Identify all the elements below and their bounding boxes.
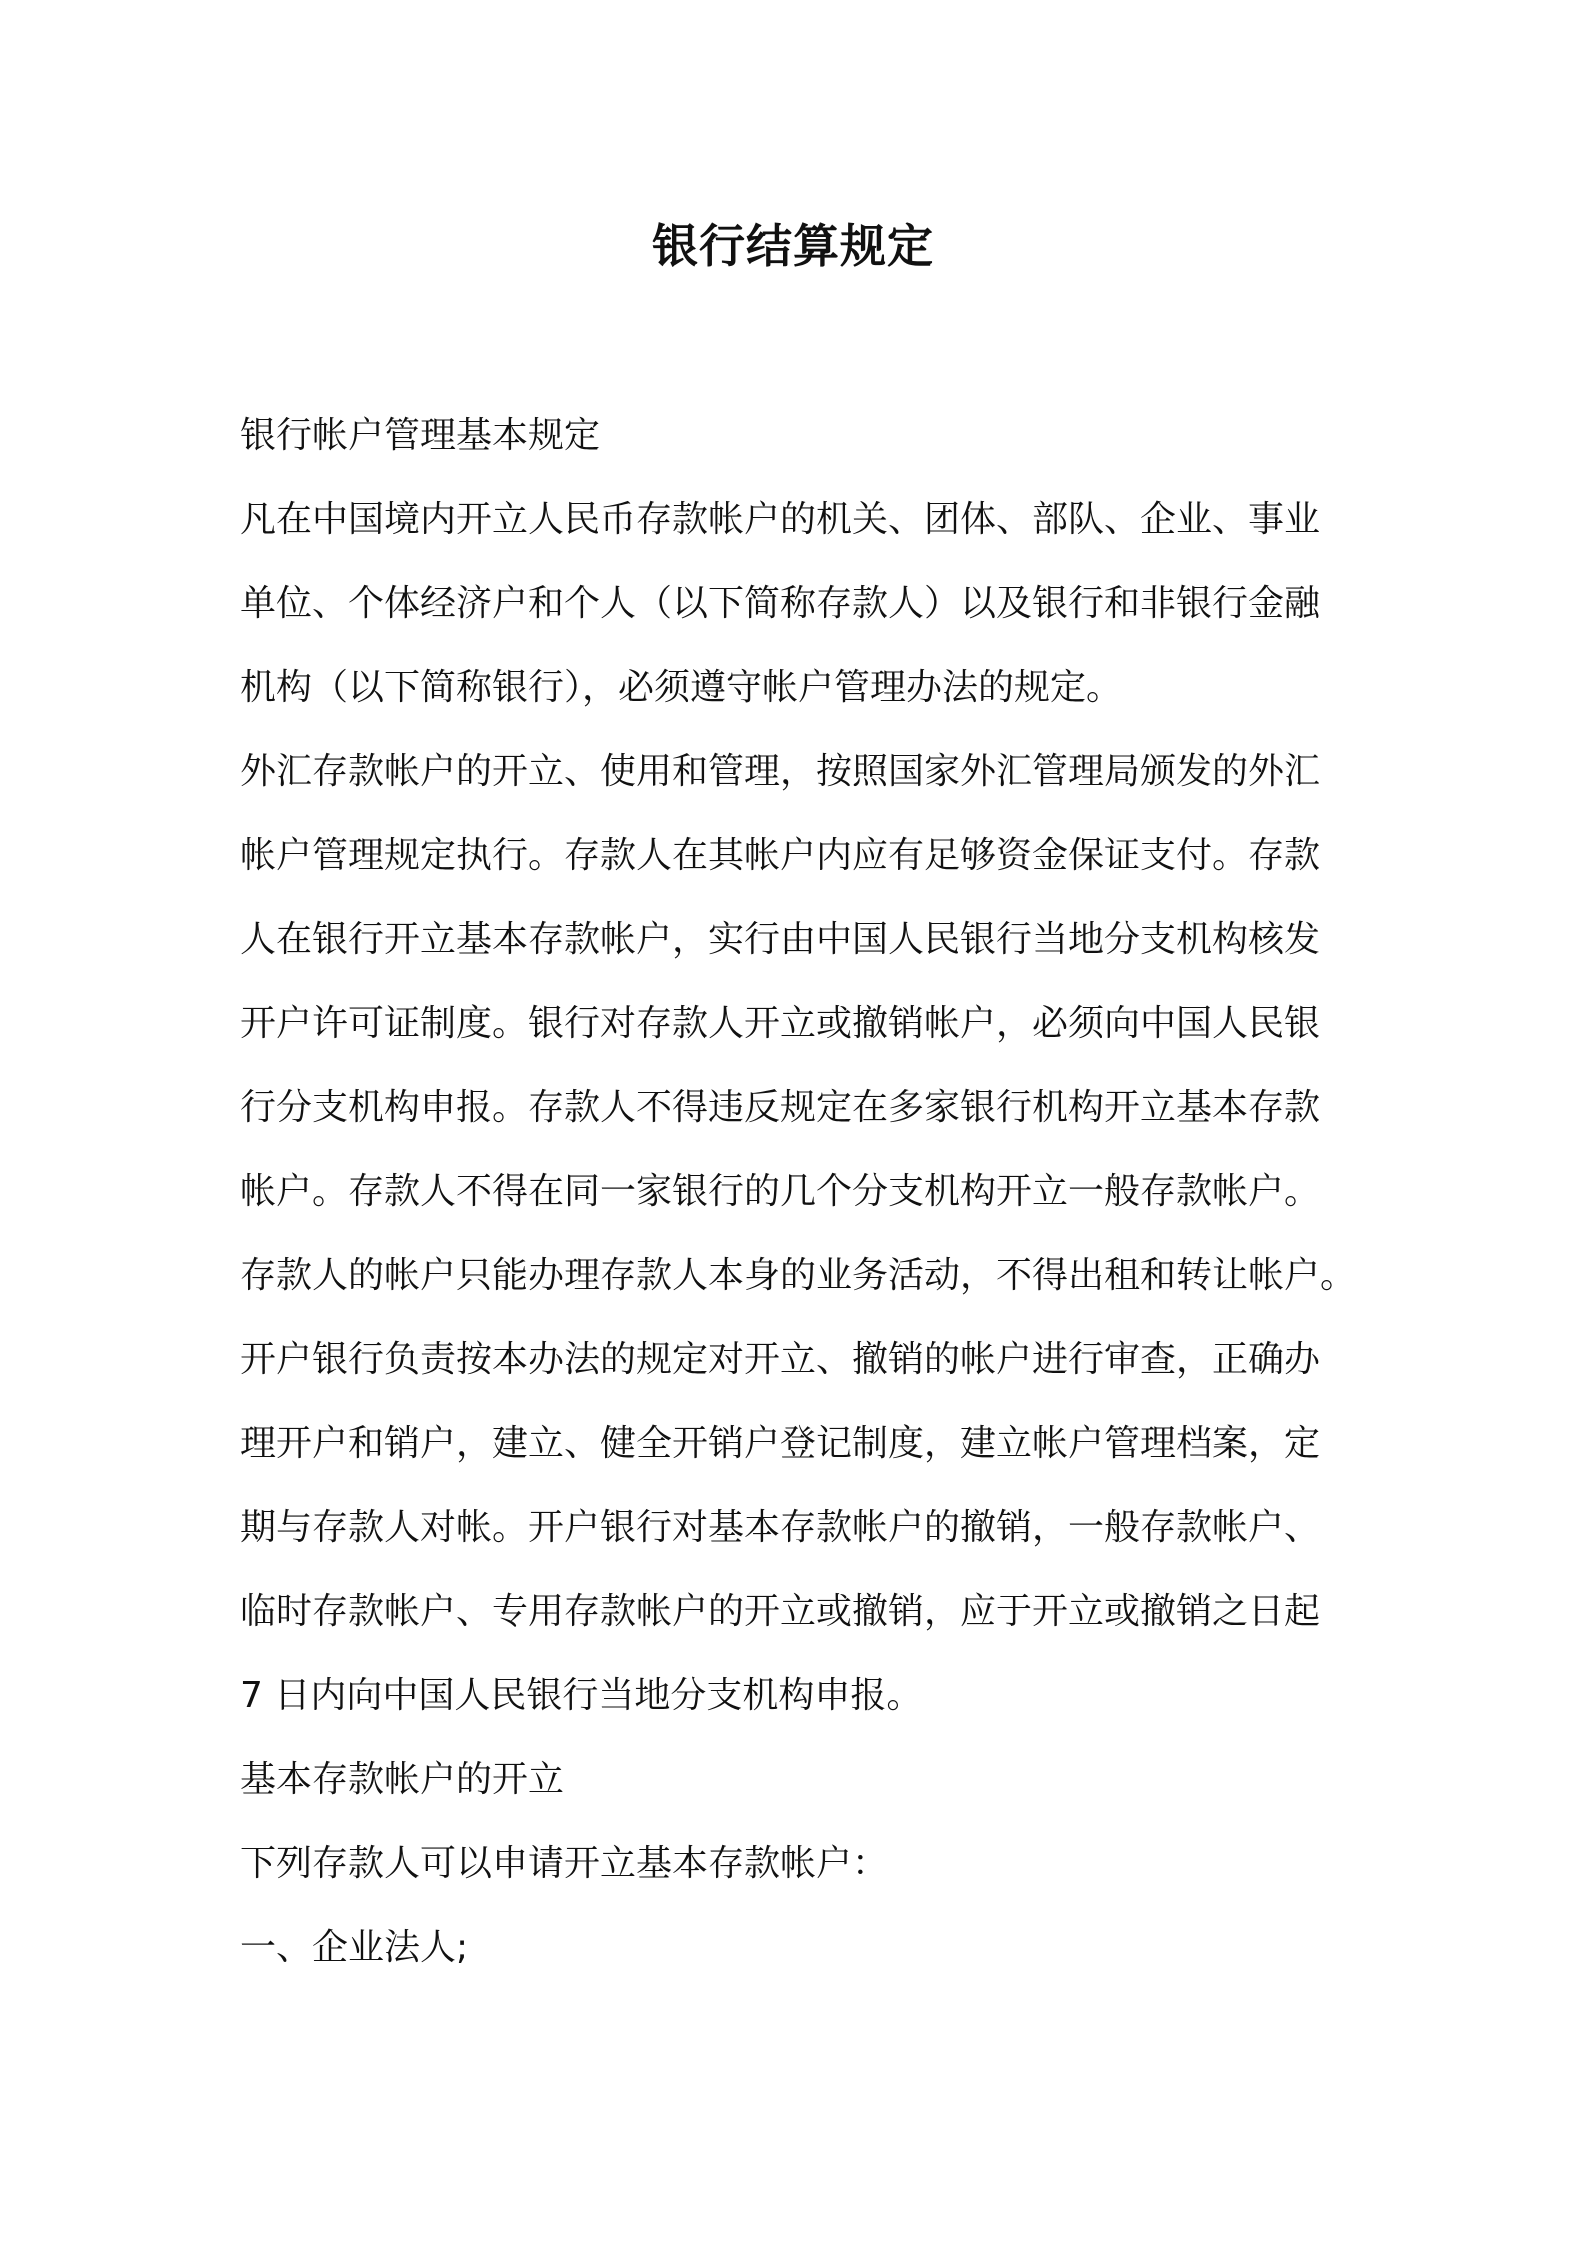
paragraph-line: 临时存款帐户、专用存款帐户的开立或撤销，应于开立或撤销之日起 [240,1591,1321,1632]
paragraph-line: 下列存款人可以申请开立基本存款帐户： [240,1843,889,1884]
paragraph-line: 行分支机构申报。存款人不得违反规定在多家银行机构开立基本存款 [240,1087,1321,1128]
paragraph-line: 单位、个体经济户和个人（以下简称存款人）以及银行和非银行金融 [240,583,1321,624]
paragraph-line: 理开户和销户，建立、健全开销户登记制度，建立帐户管理档案，定 [240,1423,1321,1464]
paragraph-line: 开户银行负责按本办法的规定对开立、撤销的帐户进行审查，正确办 [240,1339,1321,1380]
paragraph-line: 机构（以下简称银行），必须遵守帐户管理办法的规定。 [240,667,1123,708]
section-heading: 银行帐户管理基本规定 [240,415,601,456]
paragraph-line: 凡在中国境内开立人民币存款帐户的机关、团体、部队、企业、事业 [240,499,1321,540]
list-item: 一、企业法人; [240,1927,469,1968]
paragraph-line: 开户许可证制度。银行对存款人开立或撤销帐户，必须向中国人民银 [240,1003,1321,1044]
document-title: 银行结算规定 [652,219,934,273]
paragraph-line: 人在银行开立基本存款帐户，实行由中国人民银行当地分支机构核发 [240,919,1321,960]
paragraph-line: 帐户管理规定执行。存款人在其帐户内应有足够资金保证支付。存款 [240,835,1321,876]
paragraph-line: 外汇存款帐户的开立、使用和管理，按照国家外汇管理局颁发的外汇 [240,751,1321,792]
paragraph-line: 存款人的帐户只能办理存款人本身的业务活动，不得出租和转让帐户。 [240,1255,1357,1296]
section-heading: 基本存款帐户的开立 [240,1759,565,1800]
paragraph-line: 期与存款人对帐。开户银行对基本存款帐户的撤销，一般存款帐户、 [240,1507,1321,1548]
paragraph-line: 帐户。存款人不得在同一家银行的几个分支机构开立一般存款帐户。 [240,1171,1321,1212]
paragraph-line: 7 日内向中国人民银行当地分支机构申报。 [240,1675,923,1716]
